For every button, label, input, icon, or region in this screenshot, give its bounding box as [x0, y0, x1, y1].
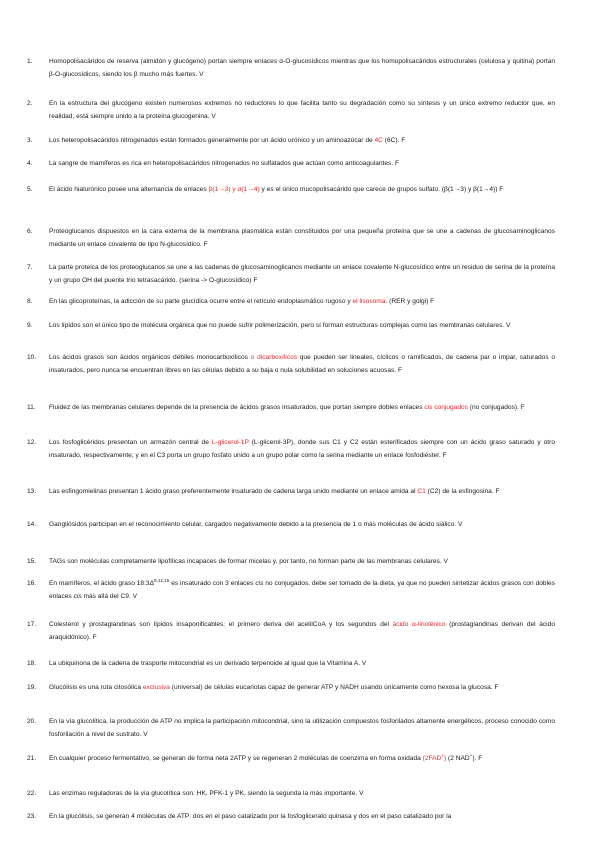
item-text: Los lípidos son el único tipo de molécula orgánica que no puede sufrir polimerización, pero sí forman estructuras complejas como las membranas celulares. V: [49, 322, 511, 329]
item-text: La parte proteica de los proteoglucanos se une a las cadenas de glucosaminoglicanos mediante un enlace covalente N-glucosídico entre un residuo de serina de la proteína y un grupo OH del puente trio tetrasacárido. (serina -> O-glucosídico) F: [49, 264, 555, 284]
item-number: 9.: [27, 322, 33, 329]
item-number: 3.: [27, 137, 33, 144]
wrong-term: C1: [417, 488, 426, 495]
wrong-term: o dicarboxílicos: [250, 354, 298, 361]
wrong-term: exclusiva: [142, 684, 170, 691]
wrong-term: β(1→3) y α(1→4): [208, 186, 260, 193]
item-number: 23.: [27, 813, 37, 820]
item-number: 12.: [27, 439, 37, 446]
item-text: En mamíferos, el ácido graso $18:3\Delta^{9,12,15}$ es insaturado con 3 enlaces cis no conjugados, debe ser tomado de la dieta, ya que no pueden sintetizar ácidos grasos con dobles enlaces cis más allá del C9. V: [49, 577, 555, 600]
item-text: Fluidez de las membranas celulares depende de la presencia de ácidos grasos insaturados, que portan siempre dobles enlaces cis conjugados (no conjugados). F: [49, 404, 525, 411]
item-number: 6.: [27, 228, 33, 235]
item-text: Los ácidos grasos son ácidos orgánicos débiles monocarboxílicos o dicarboxílicos que pueden ser lineales, cíclicos o ramificados, de cadena par o impar, saturados o insaturados, pero nunca se encuentran libres en las células debido a su baja o nula solubilidad en soluciones acuosas. F: [49, 354, 556, 374]
item-text: Los heteropolisacáridos nitrogenados están formados generalmente por un ácido urónico y un aminoazúcar de 4C (6C). F: [49, 137, 406, 144]
item-number: 10.: [27, 354, 37, 361]
item-text: Gangliósidos participan en el reconocimiento celular, cargados negativamente debido a la presencia de 1 o más moléculas de ácido siálico. V: [49, 521, 463, 528]
item-text: En la vía glucolítica, la producción de ATP no implica la participación mitocondrial, sino la utilización compuestos fosforilados altamente energéticos, proceso conocido como fosforilación a nivel de sustrato. V: [49, 718, 555, 738]
item-text: La sangre de mamíferos es rica en heteropolisacáridos nitrogenados no sulfatados que actúan como anticoagulantes. F: [49, 160, 400, 167]
item-text: Los fosfoglicéridos presentan un armazón central de L-glicerol-1P (L-glicerol-3P), donde sus C1 y C2 están esterificados siempre con un ácido graso saturado y otro insaturado, respectivamente; y en el C3 porta un grupo fosfato unido a un grupo polar como la serina mediante un enlace fosfodiéster. F: [49, 439, 555, 459]
item-number: 18.: [27, 660, 37, 667]
item-number: 13.: [27, 488, 37, 495]
wrong-term: cis: [424, 404, 433, 411]
item-text: La ubiquinona de la cadena de trasporte mitocondrial es un derivado terpenoide al igual que la Vitamina A. V: [49, 660, 367, 667]
item-text: El ácido hialurónico posee una alternancia de enlaces β(1→3) y α(1→4) y es el único mucopolisacárido que carece de grupos sulfato. (β(1→3) y β(1→4)) F: [49, 186, 504, 193]
item-text: Colesterol y prostaglandinas son lípidos insaponificables: el primero deriva del acetilCoA y los segundos del ácido α-linolénico (prostaglandinas derivan del ácido araquidónico). F: [49, 621, 555, 641]
item-number: 4.: [27, 160, 33, 167]
item-number: 17.: [27, 621, 37, 628]
item-text: Las enzimas reguladoras de la vía glucolítica son: HK, PFK-1 y PK, siendo la segunda la más importante. V: [49, 790, 364, 797]
item-number: 8.: [27, 298, 33, 305]
item-text: Glucólisis es una ruta citosólica exclusiva (universal) de células eucariotas capaz de generar ATP y NADH usando únicamente como hexosa la glucosa. F: [49, 684, 499, 691]
item-text: En cualquier proceso fermentativo, se generan de forma neta 2ATP y se regeneran 2 moléculas de coenzima en forma oxidada (2FAD+) (2 NAD+). F: [49, 752, 483, 762]
wrong-term: conjugados: [432, 404, 468, 411]
item-number: 11.: [27, 404, 36, 411]
item-text: Proteoglucanos dispuestos en la cara externa de la membrana plasmática están constituidos por una pequeña proteína que se une a cadenas de glucosaminoglicanos mediante un enlace covalente de tipo N-glucosídico. F: [49, 228, 555, 248]
item-text: En la glucólisis, se generan 4 moléculas de ATP: dos en el paso catalizado por la fosfoglicerato quinasa y dos en el paso catalizado por la: [49, 813, 452, 820]
item-number: 1.: [27, 58, 33, 65]
item-text: Homopolisacáridos de reserva (almidón y glucógeno) portan siempre enlaces α-O-glucosídicos mientras que los homopolisacáridos estructurales (celulosa y quitina) portan β-O-glucosídicos, siendo los β mucho más fuertes. V: [49, 58, 555, 78]
wrong-term: el lisosoma: [352, 298, 386, 305]
item-number: 2.: [27, 100, 33, 107]
item-number: 19.: [27, 684, 37, 691]
item-number: 15.: [27, 558, 37, 565]
item-number: 5.: [27, 186, 33, 193]
item-number: 22.: [27, 790, 37, 797]
item-number: 16.: [27, 580, 37, 587]
item-number: 14.: [27, 521, 37, 528]
item-text: En las glicoproteínas, la adicción de su parte glucídica ocurre entre el retículo endoplasmático rugoso y el lisosoma. (RER y golgi) F: [49, 298, 435, 305]
wrong-term: ácido α-linolénico: [392, 621, 446, 628]
wrong-term: (2FAD: [422, 755, 442, 762]
wrong-term: 4C: [374, 137, 383, 144]
item-number: 20.: [27, 718, 37, 725]
item-text: En la estructura del glucógeno existen numerosos extremos no reductores lo que facilita tanto su degradación como su síntesis y un único extremo reductor que, en realidad, está siempre unido a la proteína glucogenina. V: [49, 100, 555, 120]
item-text: TAGs son moléculas completamente lipofílicas incapaces de formar micelas y, por tanto, no forman parte de las membranas celulares. V: [49, 558, 448, 565]
item-number: 7.: [27, 264, 33, 271]
wrong-term: L-glicerol-1P: [211, 439, 249, 446]
item-text: Las esfingomielinas presentan 1 ácido graso preferentemente insaturado de cadena larga unido mediante un enlace amida al C1 (C2) de la esfingosina. F: [49, 488, 500, 495]
item-number: 21.: [27, 755, 37, 762]
